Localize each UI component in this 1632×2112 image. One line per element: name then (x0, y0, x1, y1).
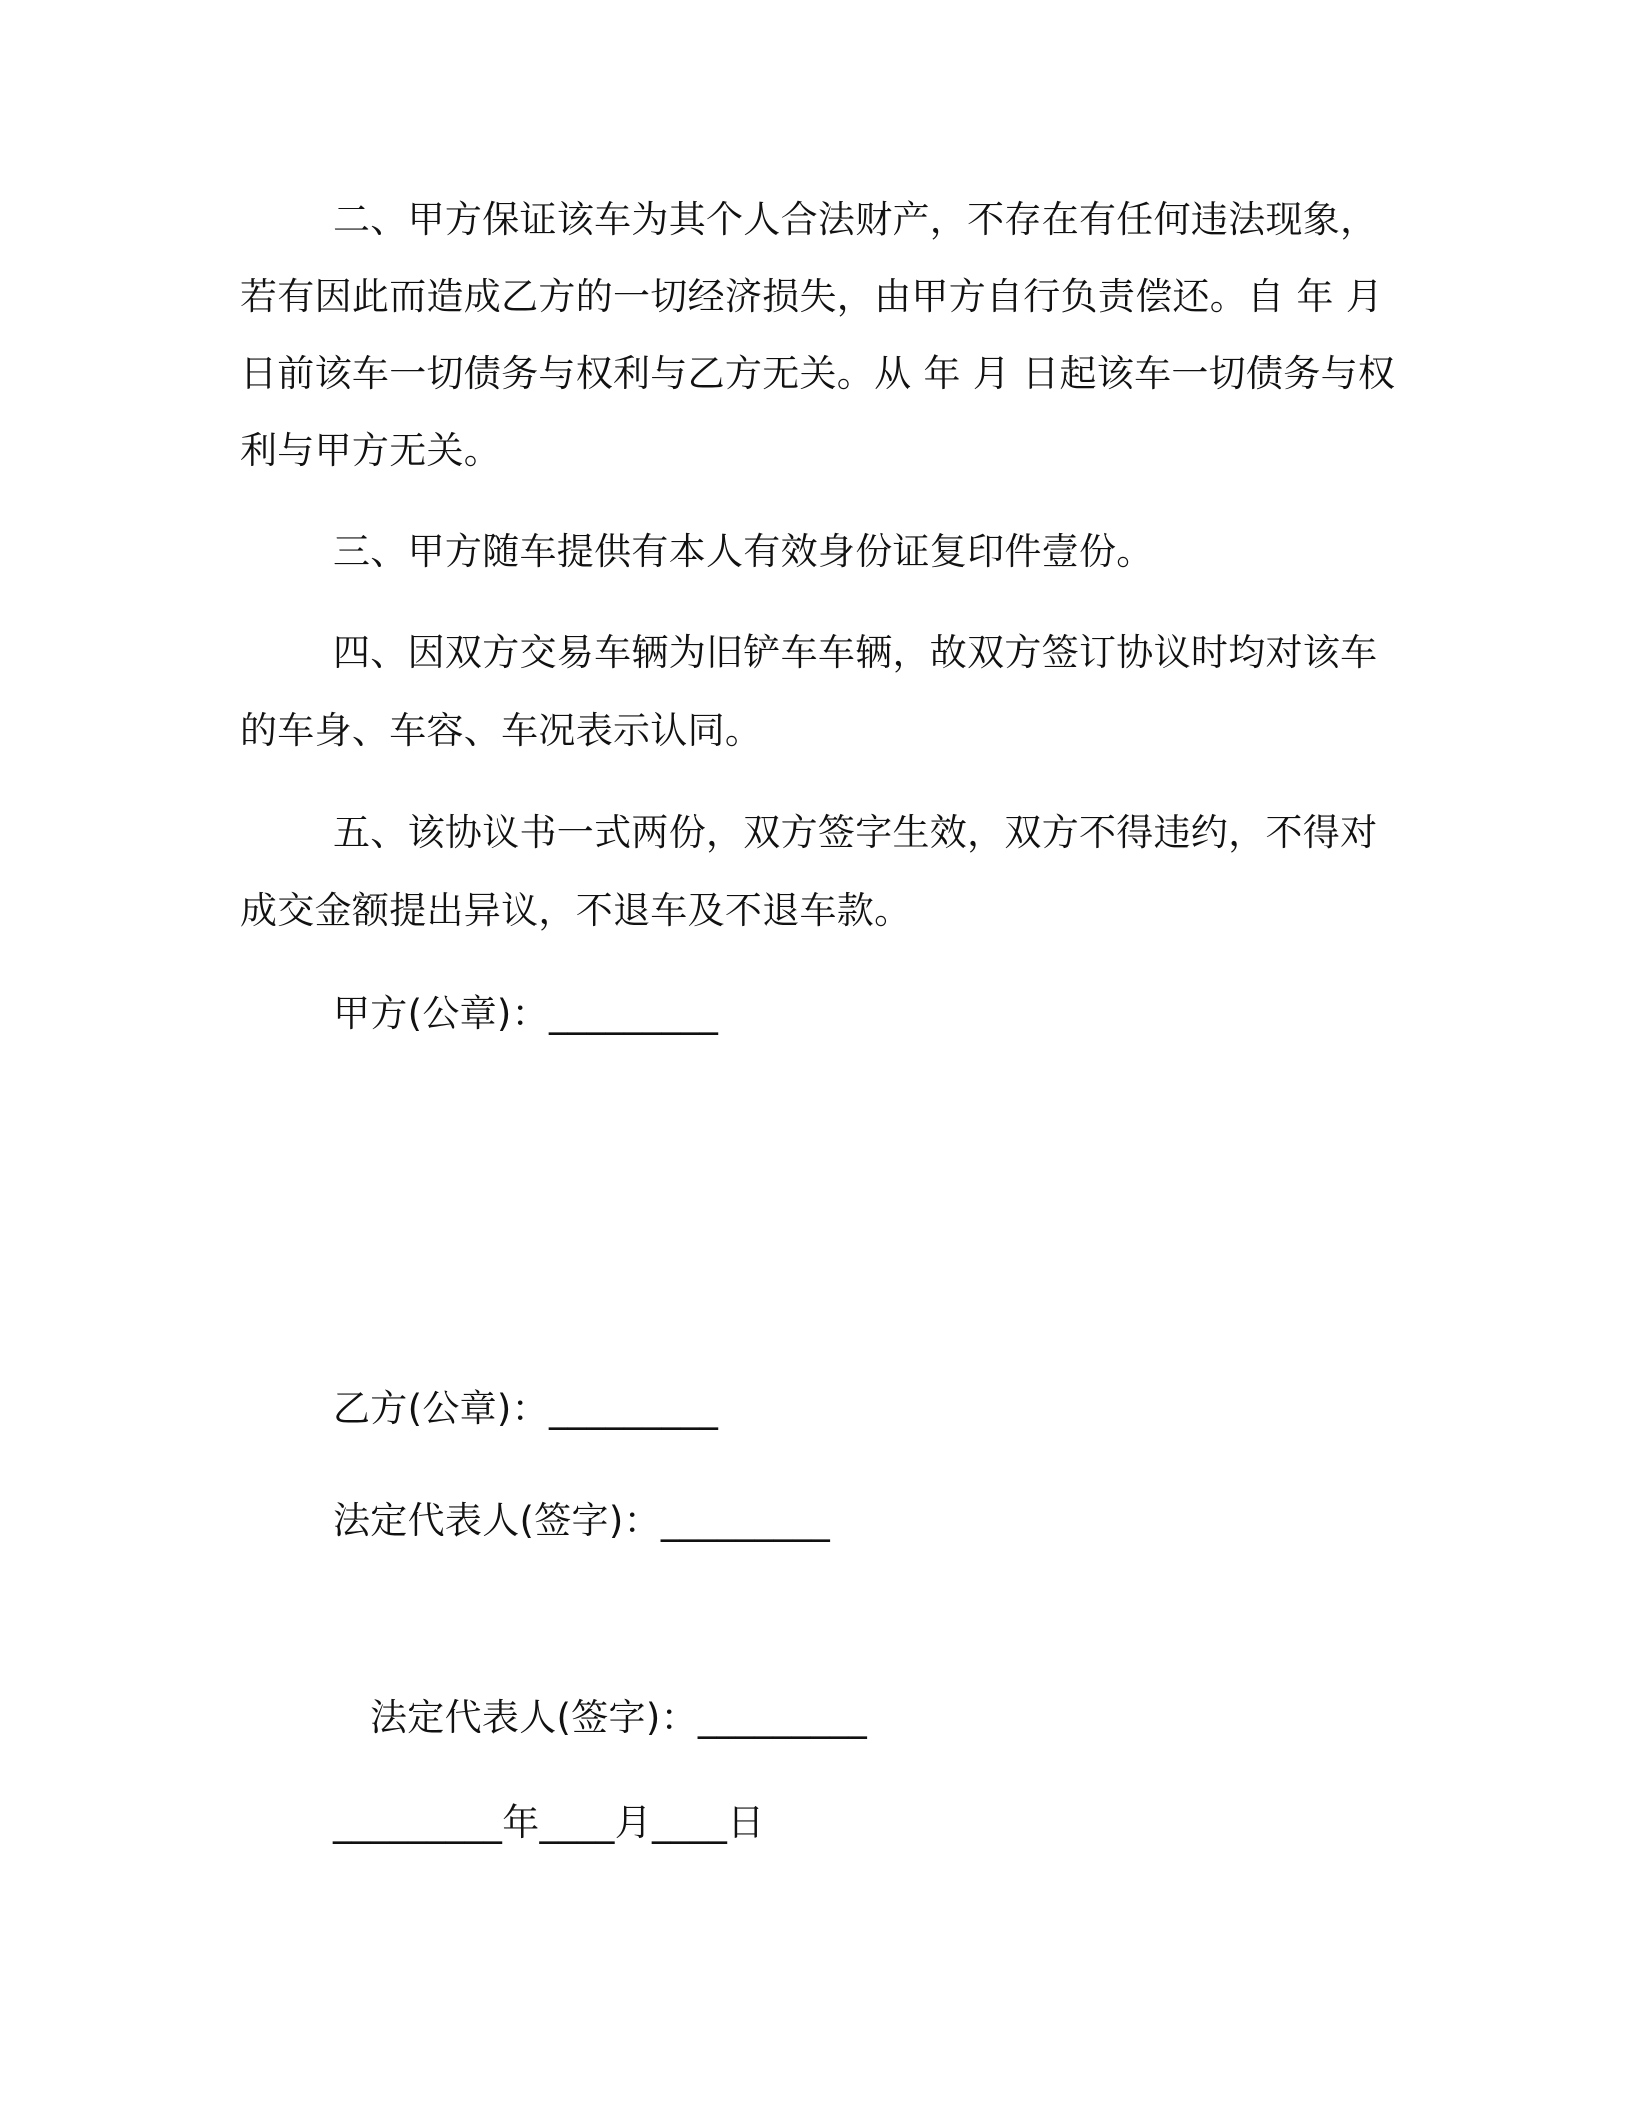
legal-representative-signature-line-2: 法定代表人(签字)：_________ (370, 1696, 868, 1739)
clause-2-line-4: 利与甲方无关。 (240, 429, 502, 472)
clause-2-line-1: 二、甲方保证该车为其个人合法财产，不存在有任何违法现象， (333, 198, 1378, 241)
legal-representative-signature-line-1: 法定代表人(签字)：_________ (333, 1499, 831, 1542)
clause-5-line-1: 五、该协议书一式两份，双方签字生效，双方不得违约，不得对 (333, 811, 1378, 854)
party-b-seal-line: 乙方(公章)：_________ (333, 1387, 719, 1430)
clause-5-line-2: 成交金额提出异议，不退车及不退车款。 (240, 889, 912, 932)
date-line: _________年____月____日 (333, 1801, 765, 1844)
clause-2-line-3: 日前该车一切债务与权利与乙方无关。从 年 月 日起该车一切债务与权 (240, 352, 1396, 395)
clause-4-line-1: 四、因双方交易车辆为旧铲车车辆，故双方签订协议时均对该车 (333, 631, 1378, 674)
party-a-seal-line: 甲方(公章)：_________ (333, 992, 719, 1035)
clause-4-line-2: 的车身、车容、车况表示认同。 (240, 709, 763, 752)
clause-3-line-1: 三、甲方随车提供有本人有效身份证复印件壹份。 (333, 530, 1154, 573)
clause-2-line-2: 若有因此而造成乙方的一切经济损失，由甲方自行负责偿还。自 年 月 (240, 275, 1384, 318)
